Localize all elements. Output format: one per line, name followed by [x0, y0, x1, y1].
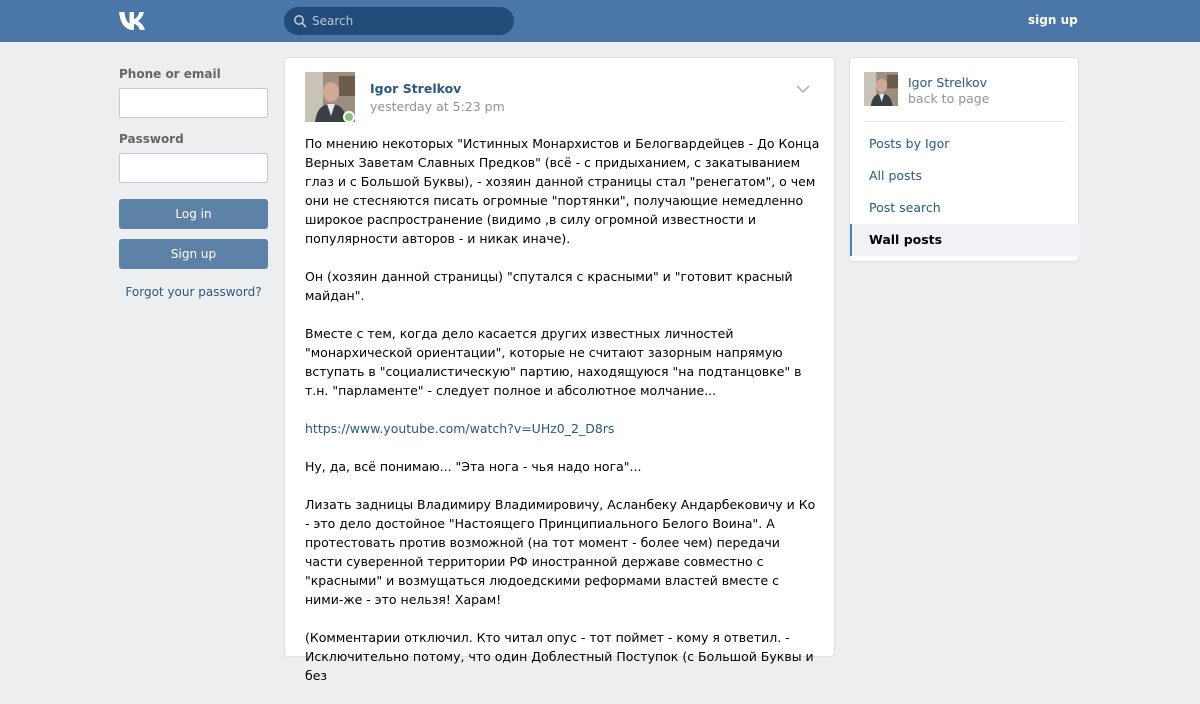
sidebar-avatar[interactable] — [864, 72, 898, 106]
post-text — [305, 134, 820, 704]
sidebar-profile-name[interactable]: Igor Strelkov — [908, 75, 988, 90]
post-time[interactable]: yesterday at 5:23 pm — [370, 99, 505, 114]
password-field[interactable] — [119, 153, 268, 183]
post-paragraph: По мнению некоторых "Истинных Монархистов и Белогвардейцев - До Конца Верных Заветам Славных Предков" (всё - с придыханием, с закатыванием глаз и с Большой Буквы), - хозяин данной страницы стал "ренегатом", о чем они не стесняются писать огромные "портянки", получающие немедленно широкое распространение (видимо ,в силу огромной известности и популярности авторов - и никак иначе). — [305, 136, 820, 246]
post-paragraph: Лизать задницы Владимиру Владимировичу, Асланбеку Андарбековичу и Ко - это дело достойное "Настоящего Принципиального Белого Воина". А протестовать против возможной (на тот момент - более чем) передачи части суверенной территории РФ иностранной державе совместно с "красными" и возмущаться людоедскими реформами властей вместе с ними-же - это нельзя! Харам! — [305, 497, 816, 607]
back-to-page-link[interactable]: back to page — [908, 91, 990, 106]
forgot-password-link[interactable]: Forgot your password? — [125, 285, 262, 299]
avatar-photo-icon — [864, 72, 898, 106]
phone-field[interactable] — [119, 88, 268, 118]
password-label: Password — [119, 132, 184, 146]
post-paragraph: (Комментарии отключил. Кто читал опус - тот поймет - кому я ответил. - Исключительно потому, что один Доблестный Поступок (с Большой Буквы и без — [305, 630, 814, 683]
login-form — [119, 67, 268, 299]
post-link-paragraph — [305, 419, 820, 438]
menu-item-all-posts[interactable]: All posts — [869, 168, 922, 183]
chevron-down-icon[interactable] — [795, 84, 811, 94]
menu-item-post-search[interactable]: Post search — [869, 200, 941, 215]
profile-nav-panel — [849, 57, 1079, 262]
post-paragraph: Вместе с тем, когда дело касается других известных личностей "монархической ориентации", которые не считают зазорным напрямую вступать в "социалистическую" партию, находящуюся "на подтанцовке" в т.н. "парламенте" - следует полное и абсолютное молчание... — [305, 326, 802, 398]
wall-post — [284, 57, 835, 683]
post-author[interactable]: Igor Strelkov — [370, 81, 462, 96]
post-paragraph: Ну, да, всё понимаю... "Эта нога - чья надо нога"... — [305, 459, 642, 474]
online-indicator — [343, 111, 355, 123]
search-input[interactable] — [312, 7, 508, 35]
vk-logo-icon[interactable] — [118, 9, 154, 33]
phone-label: Phone or email — [119, 67, 221, 81]
divider — [865, 121, 1065, 122]
search-box[interactable] — [284, 7, 514, 35]
menu-item-posts-by-igor[interactable]: Posts by Igor — [869, 136, 950, 151]
top-bar — [0, 0, 1200, 42]
menu-item-wall-posts[interactable]: Wall posts — [850, 224, 1080, 256]
wall-filter-menu — [850, 128, 1080, 256]
signup-button[interactable]: Sign up — [119, 239, 268, 269]
youtube-link[interactable]: https://www.youtube.com/watch?v=UHz0_2_D8rs — [305, 421, 615, 436]
login-button[interactable]: Log in — [119, 199, 268, 229]
header-signup-link[interactable]: sign up — [1028, 13, 1078, 27]
search-icon — [293, 14, 307, 28]
post-paragraph: Он (хозяин данной страницы) "спутался с красными" и "готовит красный майдан". — [305, 269, 793, 303]
